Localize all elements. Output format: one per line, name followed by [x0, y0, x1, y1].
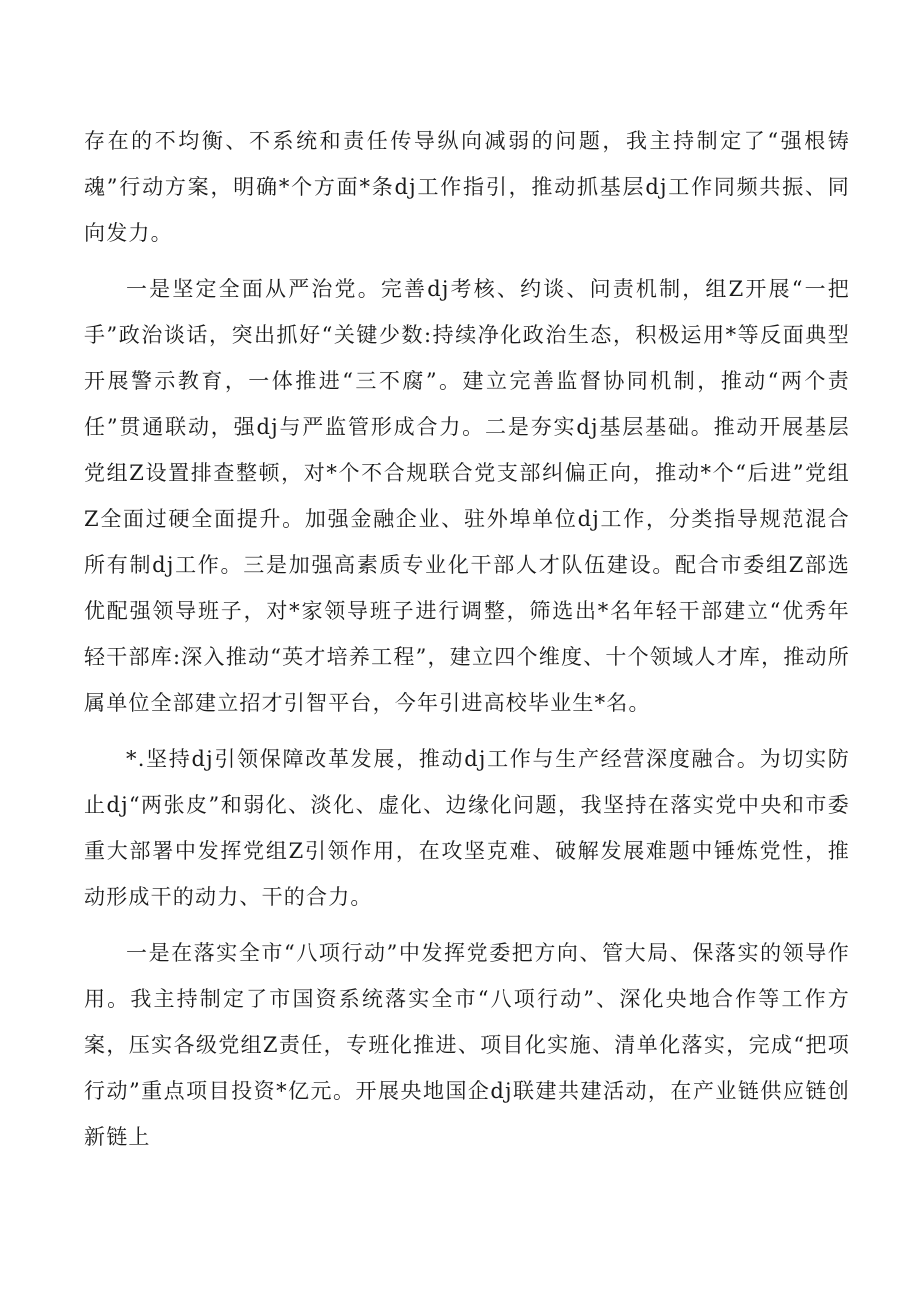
- paragraph-4: 一是在落实全市“八项行动”中发挥党委把方向、管大局、保落实的领导作用。我主持制定了市国资系统落实全市“八项行动”、深化央地合作等工作方案，压实各级党组Z责任，专班化推进、项目化实施、清单化落实，完成“把项行动”重点项目投资*亿元。开展央地国企dj联建共建活动，在产业链供应链创新链上: [84, 941, 850, 1149]
- paragraph-1: 存在的不均衡、不系统和责任传导纵向减弱的问题，我主持制定了“强根铸魂”行动方案，明确*个方面*条dj工作指引，推动抓基层dj工作同频共振、同向发力。: [84, 129, 850, 245]
- paragraph-2: 一是坚定全面从严治党。完善dj考核、约谈、问责机制，组Z开展“一把手”政治谈话，突出抓好“关键少数:持续净化政治生态，积极运用*等反面典型开展警示教育，一体推进“三不腐”。建立完善监督协同机制，推动“两个责任”贯通联动，强dj与严监管形成合力。二是夯实dj基层基础。推动开展基层党组Z设置排查整顿，对*个不合规联合党支部纠偏正向，推动*个“后进”党组Z全面过硬全面提升。加强金融企业、驻外埠单位dj工作，分类指导规范混合所有制dj工作。三是加强高素质专业化干部人才队伍建设。配合市委组Z部选优配强领导班子，对*家领导班子进行调整，筛选出*名年轻干部建立“优秀年轻干部库:深入推动“英才培养工程”，建立四个维度、十个领域人才库，推动所属单位全部建立招才引智平台，今年引进高校毕业生*名。: [84, 277, 850, 715]
- document-body: [84, 118, 850, 1170]
- paragraph-3: *.坚持dj引领保障改革发展，推动dj工作与生产经营深度融合。为切实防止dj“两张皮”和弱化、淡化、虚化、边缘化问题，我坚持在落实党中央和市委重大部署中发挥党组Z引领作用，在攻坚克难、破解发展难题中锤炼党性，推动形成干的动力、干的合力。: [84, 747, 850, 909]
